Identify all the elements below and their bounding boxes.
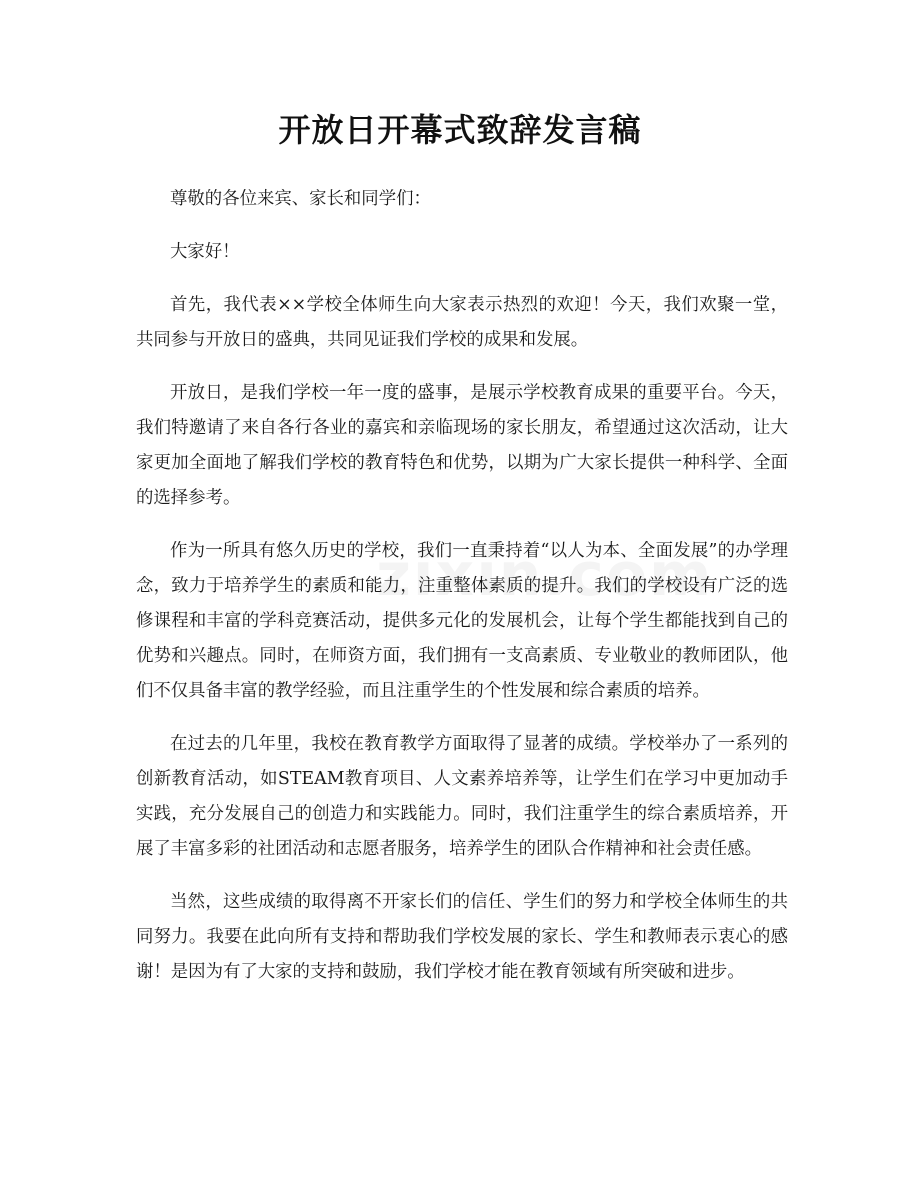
greeting-paragraph: 大家好！ bbox=[170, 242, 240, 262]
achievements-paragraph: 在过去的几年里，我校在教育教学方面取得了显著的成绩。学校举办了一系列的创新教育活动，如STEAM教育项目、人文素养培养等，让学生们在学习中更加动手实践，充分发展自己的创造力和实践能力。同时，我们注重学生的综合素质培养，开展了丰富多彩的社团活动和志愿者服务，培养学生的团队合作精神和社会责任感。 bbox=[136, 734, 788, 859]
school-philosophy-paragraph: 作为一所具有悠久历史的学校，我们一直秉持着“以人为本、全面发展”的办学理念，致力于培养学生的素质和能力，注重整体素质的提升。我们的学校设有广泛的选修课程和丰富的学科竞赛活动，提供多元化的发展机会，让每个学生都能找到自己的优势和兴趣点。同时，在师资方面，我们拥有一支高素质、专业敬业的教师团队，他们不仅具备丰富的教学经验，而且注重学生的个性发展和综合素质的培养。 bbox=[136, 541, 788, 701]
document-title: 开放日开幕式致辞发言稿 bbox=[278, 111, 642, 149]
open-day-paragraph: 开放日，是我们学校一年一度的盛事，是展示学校教育成果的重要平台。今天，我们特邀请了来自各行各业的嘉宾和亲临现场的家长朋友，希望通过这次活动，让大家更加全面地了解我们学校的教育特色和优势，以期为广大家长提供一种科学、全面的选择参考。 bbox=[136, 383, 788, 508]
thanks-paragraph: 当然，这些成绩的取得离不开家长们的信任、学生们的努力和学校全体师生的共同努力。我要在此向所有支持和帮助我们学校发展的家长、学生和教师表示衷心的感谢！是因为有了大家的支持和鼓励，我们学校才能在教育领域有所突破和进步。 bbox=[136, 892, 788, 982]
salutation-paragraph: 尊敬的各位来宾、家长和同学们： bbox=[170, 189, 431, 209]
document-body bbox=[136, 182, 788, 1008]
welcome-paragraph: 首先，我代表××学校全体师生向大家表示热烈的欢迎！今天，我们欢聚一堂，共同参与开放日的盛典，共同见证我们学校的成果和发展。 bbox=[136, 295, 788, 350]
